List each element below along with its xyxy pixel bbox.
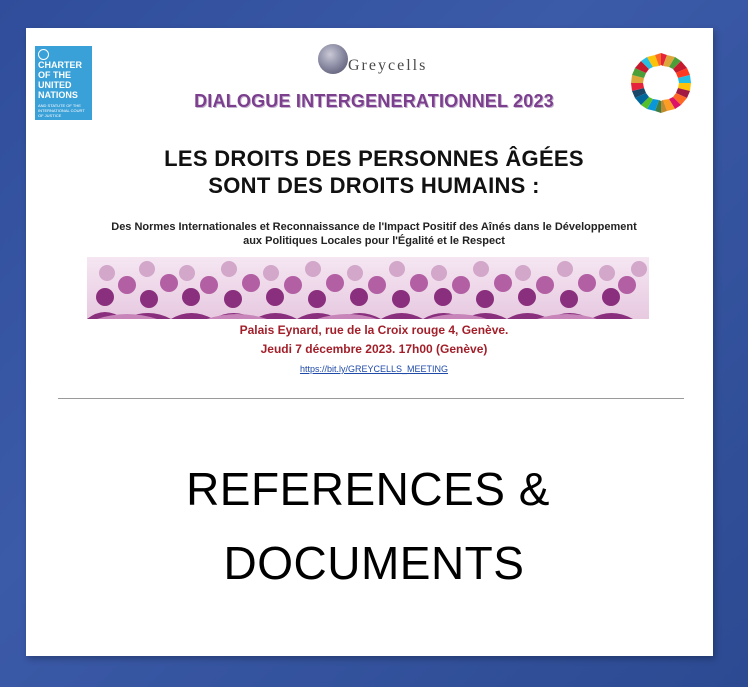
event-series-title: DIALOGUE INTERGENERATIONNEL 2023 (194, 91, 554, 111)
subtitle-line-1: Des Normes Internationales et Reconnaissance de l'Impact Positif des Aînés dans le Développement (111, 221, 637, 233)
un-charter-title: CHARTER OF THE UNITED NATIONS (38, 49, 89, 100)
un-emblem-icon (38, 49, 49, 60)
un-charter-subtitle: AND STATUTE OF THE INTERNATIONAL COURT OF JUSTICE (38, 103, 85, 118)
section-title-line-1: REFERENCES & (186, 463, 550, 515)
greycells-wordmark: Greycells (348, 57, 428, 74)
greycells-logo (318, 44, 448, 80)
venue-address: Palais Eynard, rue de la Croix rouge 4, Genève. (239, 323, 509, 337)
headline-line-2: SONT DES DROITS HUMAINS : (208, 173, 540, 198)
section-title-line-2: DOCUMENTS (223, 537, 525, 589)
divider (58, 398, 684, 399)
crowd-illustration (87, 257, 649, 319)
greycells-globe-icon (318, 44, 348, 74)
subtitle-line-2: aux Politiques Locales pour l'Égalité et le Respect (243, 235, 505, 247)
headline-line-1: LES DROITS DES PERSONNES ÂGÉES (164, 146, 584, 171)
event-datetime: Jeudi 7 décembre 2023. 17h00 (Genève) (260, 342, 488, 356)
meeting-link[interactable]: https://bit.ly/GREYCELLS_MEETING (299, 364, 449, 374)
